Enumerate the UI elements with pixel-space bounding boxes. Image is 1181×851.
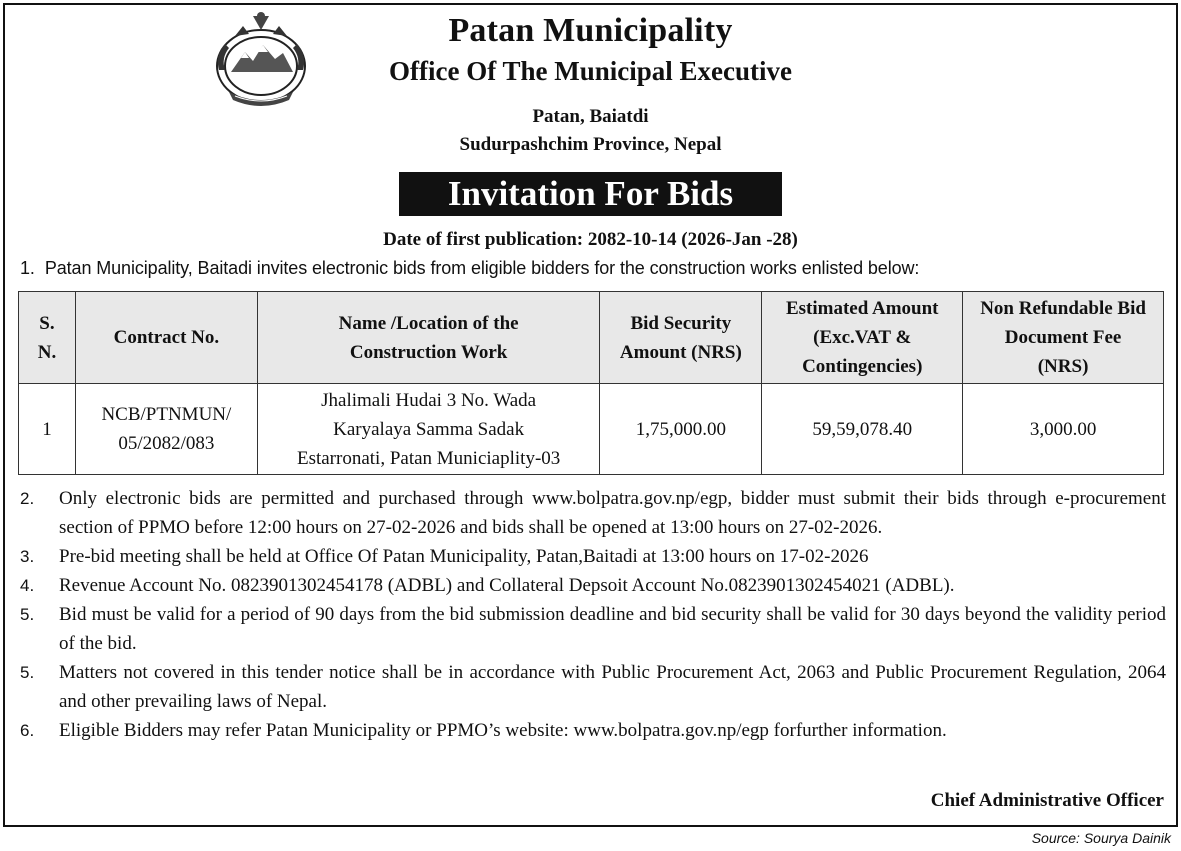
municipality-title: Patan Municipality <box>448 12 733 49</box>
cell-work-name: Jhalimali Hudai 3 No. Wada Karyalaya Samma Sadak Estarronati, Patan Municiaplity-03 <box>257 384 600 475</box>
list-item: 2. Only electronic bids are permitted and purchased through www.bolpatra.gov.np/egp, bidder must submit their bids through e-procurement section of PPMO before 12:00 hours on 27-02-2026 and bids shall be opened at 13:00 hours on 27-02-2026. <box>20 488 1166 538</box>
cell-document-fee: 3,000.00 <box>963 384 1164 475</box>
list-item: 4. Revenue Account No. 0823901302454178 (ADBL) and Collateral Depsoit Account No.0823901302454021 (ADBL). <box>20 575 955 596</box>
list-item: 5. Matters not covered in this tender notice shall be in accordance with Public Procurement Act, 2063 and Public Procurement Regulation, 2064 and other prevailing laws of Nepal. <box>20 662 1166 712</box>
conditions-list <box>20 484 1166 745</box>
cell-sn: 1 <box>19 384 76 475</box>
source-credit: Source: Sourya Dainik <box>1031 830 1171 846</box>
list-item: 5. Bid must be valid for a period of 90 days from the bid submission deadline and bid security shall be valid for 30 days beyond the validity period of the bid. <box>20 604 1166 654</box>
signature-title: Chief Administrative Officer <box>930 790 1164 811</box>
header-document-fee: Non Refundable Bid Document Fee (NRS) <box>963 292 1164 384</box>
list-item: 3. Pre-bid meeting shall be held at Office Of Patan Municipality, Patan,Baitadi at 13:00 hours on 17-02-2026 <box>20 546 869 567</box>
list-item: 6. Eligible Bidders may refer Patan Municipality or PPMO’s website: www.bolpatra.gov.np/egp forfurther information. <box>20 720 947 741</box>
header-estimated-amount: Estimated Amount (Exc.VAT & Contingencies) <box>762 292 963 384</box>
cell-bid-security: 1,75,000.00 <box>600 384 762 475</box>
office-subtitle: Office Of The Municipal Executive <box>389 56 792 86</box>
header-contract-no: Contract No. <box>75 292 257 384</box>
header-sn: S. N. <box>19 292 76 384</box>
intro-text: Patan Municipality, Baitadi invites electronic bids from eligible bidders for the construction works enlisted below: <box>44 258 920 278</box>
cell-contract-no: NCB/PTNMUN/ 05/2082/083 <box>75 384 257 475</box>
intro-paragraph <box>20 258 919 279</box>
bids-table <box>18 291 1164 475</box>
province-line: Sudurpashchim Province, Nepal <box>459 134 722 155</box>
cell-estimated-amount: 59,59,078.40 <box>762 384 963 475</box>
table-header-row <box>19 292 1164 384</box>
header-work-name: Name /Location of the Construction Work <box>257 292 600 384</box>
publication-date: Date of first publication: 2082-10-14 (2026-Jan -28) <box>383 229 798 250</box>
notice-banner: Invitation For Bids <box>399 172 782 216</box>
address-line: Patan, Baiatdi <box>532 106 649 127</box>
header-bid-security: Bid Security Amount (NRS) <box>600 292 762 384</box>
table-row <box>19 384 1164 475</box>
intro-number: 1. <box>20 258 35 278</box>
